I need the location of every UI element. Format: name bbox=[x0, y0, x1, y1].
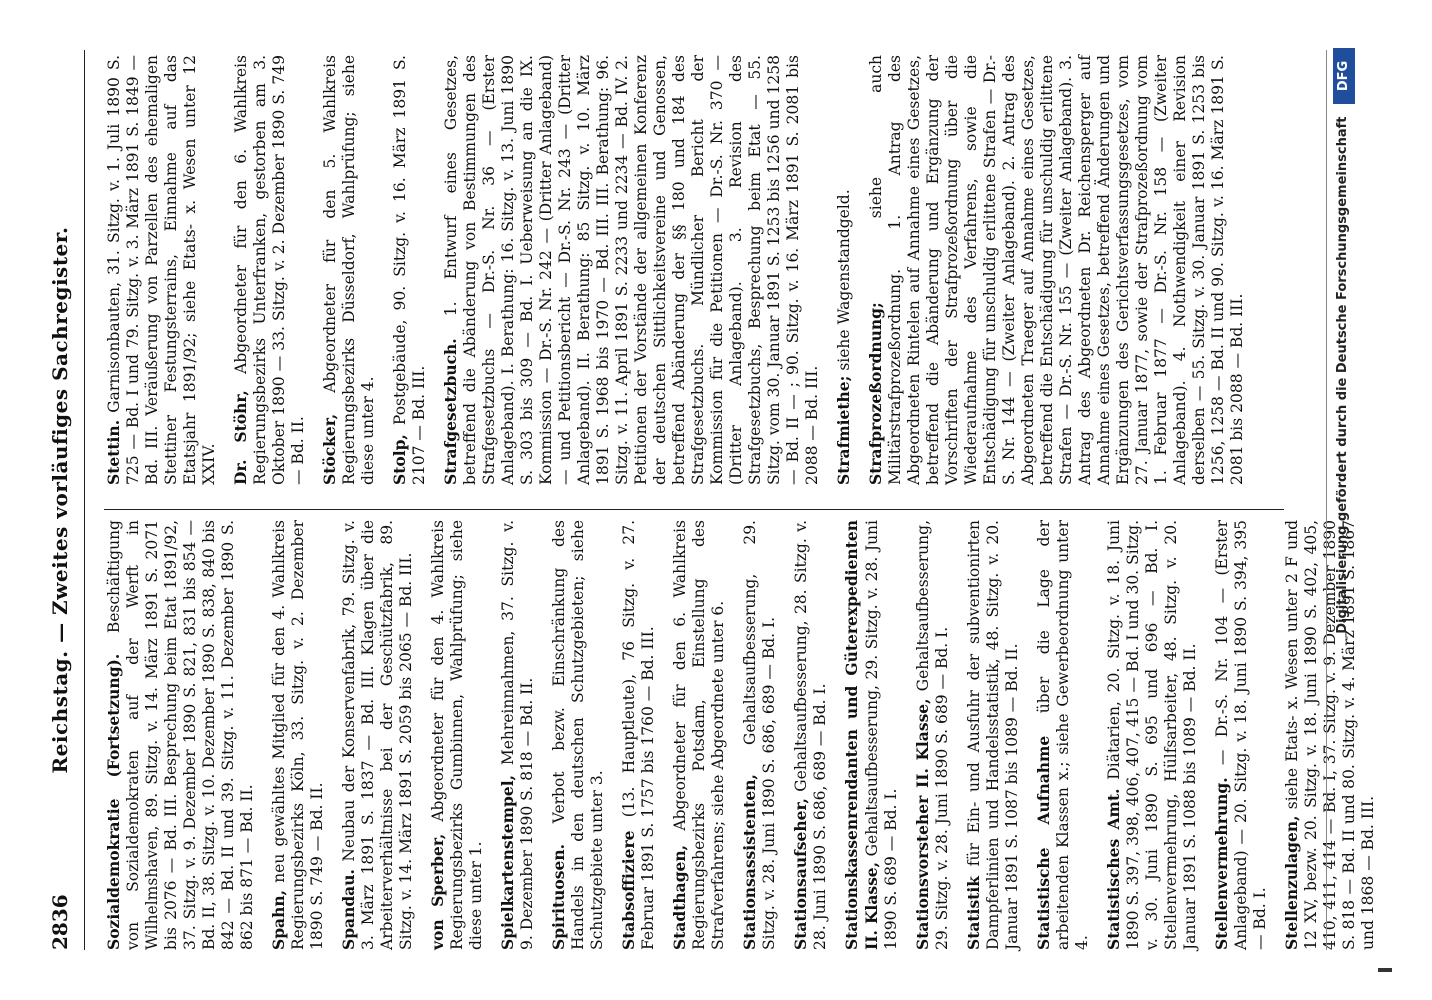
index-entry bbox=[866, 55, 1247, 485]
entry-text: Neubau der Konservenfabrik, 79. Sitzg. v. 3. März 1891 S. 1837 — Bd. III. Klagen über die Arbeiterverhältnisse bei der Geschützfabrik, 89. Sitzg. v. 14. März 1891 S. 2059 bis 2065 — Bd. III. bbox=[340, 520, 415, 950]
index-entry bbox=[834, 55, 854, 485]
entry-text: Abgeordneter für den 5. Wahlkreis Regierungsbezirks Düsseldorf, Wahlprüfung; siehe diese unter 4. bbox=[321, 55, 377, 485]
entry-heading: Stellenvermehrung. bbox=[1212, 777, 1231, 950]
entry-heading: Stationsvorsteher II. Klasse, bbox=[913, 698, 932, 950]
entry-heading: Strafprozeßordnung; bbox=[866, 302, 885, 485]
index-entry bbox=[842, 520, 901, 950]
index-entry bbox=[104, 520, 257, 950]
index-entry bbox=[269, 520, 327, 950]
page-number: 2836 bbox=[48, 894, 72, 950]
entry-heading: Stadthagen, bbox=[670, 844, 689, 950]
page-header bbox=[48, 50, 88, 950]
index-entry bbox=[670, 520, 728, 950]
entry-text: neu gewähltes Mitglied für den 4. Wahlkreis Regierungsbezirks Köln, 33. Sitzg. v. 2. Dezember 1890 S. 749 — Bd. II. bbox=[270, 520, 326, 950]
digitization-note bbox=[1335, 50, 1350, 950]
entry-text: Gehaltsaufbesserung, 28. Sitzg. v. 28. Juni 1890 S. 686, 689 — Bd. I. bbox=[792, 520, 829, 950]
index-entry bbox=[498, 520, 537, 950]
entry-text: siehe auch Militärstrafprozeßordnung. 1. Antrag des Abgeordneten Rintelen auf Annahme eines Gesetzes, betreffend die Abänderung und Ergänzung der Vorschriften der Strafprozeßordnung über die Wiederaufnahme des Verfahrens, sowie die Entschädigung für unschuldig erlittene Strafen — Dr.-S. Nr. 144 — (Zweiter Anlageband). 2. Antrag des Abgeordneten Traeger auf Annahme eines Gesetzes, betreffend die Entschädigung für unschuldig erlittene Strafen — Dr.-S. Nr. 155 — (Zweiter Anlageband). 3. Antrag des Abgeordneten Dr. Reichensperger auf Annahme eines Gesetzes, betreffend Änderungen und Ergänzungen des Gerichtsverfassungsgesetzes, vom 27. Januar 1877, sowie der Strafprozeßordnung vom 1. Februar 1877 — Dr.-S. Nr. 158 — (Zweiter Anlageband). 4. Nothwendigkeit einer Revision derselben — 55. Sitzg. v. 30. Januar 1891 S. 1253 bis 1256, 1258 — Bd. II und 90. Sitzg. v. 16. März 1891 S. 2081 bis 2088 — Bd. III. bbox=[867, 55, 1246, 485]
index-entry bbox=[231, 55, 308, 485]
entry-text: Abgeordneter für den 4. Wahlkreis Regierungsbezirks Gumbinnen, Wahlprüfung; siehe diese unter 1. bbox=[429, 520, 485, 950]
entry-text: Diätarien, 20. Sitzg. v. 18. Juni 1890 S. 397, 398, 406, 407, 415 — Bd. I und 30. Sitzg. v. 30. Juni 1890 S. 695 und 696 — Bd. I. Stellenvermehrung, Hülfsarbeiter, 48. Sitzg. v. 20. Januar 1891 S. 1088 bis 1089 — Bd. II. bbox=[1105, 520, 1199, 950]
entry-heading: Stellenzulagen, bbox=[1282, 815, 1301, 950]
index-entry bbox=[791, 520, 830, 950]
index-entry bbox=[1034, 520, 1092, 950]
entry-heading: Stettin. bbox=[104, 419, 123, 485]
header-rule bbox=[84, 50, 85, 950]
entry-heading: Stationsaufseher, bbox=[791, 798, 810, 950]
entry-heading: Strafmiethe; bbox=[834, 375, 853, 485]
index-entry bbox=[390, 55, 429, 485]
margin-mark bbox=[1378, 968, 1392, 972]
entry-heading: Statistik bbox=[964, 876, 983, 950]
index-entry bbox=[104, 55, 219, 485]
entry-text: Abgeordneter für den 6. Wahlkreis Regierungsbezirks Unterfranken, gestorben am 3. Oktober 1890 — 33. Sitzg. v. 2. Dezember 1890 S. 749 — Bd. II. bbox=[232, 55, 307, 485]
entry-text: siehe Etats- x. Wesen unter 2 F und 12 XV, bezw. 20. Sitzg. v. 18. Juni 1890 S. 402, 405, 410, 411, 414 — Bd. I, 37. Sitzg. v. 9. Dezember 1890 S. 818 — Bd. II und 80. Sitzg. v. 4. März 1891 S. 1867 und 1868 — Bd. III. bbox=[1283, 520, 1377, 950]
entry-text: Gehaltsaufbesserung, 29. Sitzg. v. 28. Juni 1890 S. 689 — Bd. I. bbox=[863, 520, 900, 950]
entry-heading: Stationskassenrendanten und Güterexpedienten II. Klasse, bbox=[842, 520, 881, 950]
entry-text: — Dr.-S. Nr. 104 — (Erster Anlageband) — 20. Sitzg. v. 18. Juni 1890 S. 394, 395 — Bd. I. bbox=[1213, 520, 1269, 950]
entry-text: über die Lage der arbeitenden Klassen x.; siehe Gewerbeordnung unter 4. bbox=[1035, 520, 1091, 950]
index-entry bbox=[549, 520, 607, 950]
entry-heading: Statistisches Amt. bbox=[1104, 788, 1123, 950]
entry-heading: Stöcker, bbox=[320, 413, 339, 485]
entry-text: Garnisonbauten, 31. Sitzg. v. 1. Juli 1890 S. 725 — Bd. I und 79. Sitzg. v. 3. März 1891 S. 1849 — Bd. III. Veräußerung von Parzellen des ehemaligen Stettiner Festungsterrains, Einnahme auf das Etatsjahr 1891/92; siehe Etats- x. Wesen unter 12 XXIV. bbox=[105, 55, 218, 485]
entry-heading: Spirituosen. bbox=[549, 844, 568, 950]
entry-heading: Stationsassistenten, bbox=[740, 774, 759, 950]
index-entry bbox=[964, 520, 1022, 950]
entry-text: Verbot bezw. Einschränkung des Handels in den deutschen Schutzgebieten; siehe Schutzgebiete unter 3. bbox=[550, 520, 606, 950]
entry-heading: Spandau. bbox=[339, 869, 358, 950]
entry-heading: Stolp, bbox=[390, 434, 409, 485]
entry-text: 1. Entwurf eines Gesetzes, betreffend die Abänderung von Bestimmungen des Strafgesetzbuchs — Dr.-S. Nr. 36 — (Erster Anlageband). I. Berathung: 16. Sitzg. v. 13. Juni 1890 S. 303 bis 309 — Bd. I. Ueberweisung an die IX. Kommission — Dr.-S. Nr. 242 — (Dritter Anlageband) — und Petitionsbericht — Dr.-S. Nr. 243 — (Dritter Anlageband). II. Berathung: 85 Sitzg. v. 10. März 1891 S. 1968 bis 1970 — Bd. III. III. Berathung: 96. Sitzg. v. 11. April 1891 S. 2233 und 2234 — Bd. IV. 2. Petitionen der Vorstände der allgemeinen Konferenz der deutschen Sittlichkeitsvereine und Genossen, betreffend Abänderung der §§ 180 und 184 des Strafgesetzbuchs. Mündlicher Bericht der Kommission für die Petitionen — Dr.-S. Nr. 370 — (Dritter Anlageband). 3. Revision des Strafgesetzbuchs, Besprechung beim Etat — 55. Sitzg. vom 30. Januar 1891 S. 1253 bis 1256 und 1258 — Bd. II — ; 90. Sitzg. v. 16. März 1891 S. 2081 bis 2088 — Bd. III. bbox=[442, 55, 821, 485]
running-title: Reichstag. — Zweites vorläufiges Sachregister. bbox=[48, 226, 72, 774]
entry-text: (13. Hauptleute), 76 Sitzg. v. 27. Februar 1891 S. 1757 bis 1760 — Bd. III. bbox=[620, 520, 657, 950]
entry-text: Postgebäude, 90. Sitzg. v. 16. März 1891 S. 2107 — Bd. III. bbox=[391, 55, 428, 485]
entry-heading: Statistische Aufnahme bbox=[1034, 735, 1053, 950]
entry-heading: Sozialdemokratie (Fortsetzung). bbox=[104, 653, 123, 950]
entry-heading: Spahn, bbox=[269, 889, 288, 950]
index-entry bbox=[428, 520, 486, 950]
scanned-page bbox=[26, 20, 1406, 980]
left-column bbox=[104, 520, 1390, 950]
index-entry bbox=[913, 520, 952, 950]
entry-heading: Spielkartenstempel, bbox=[498, 774, 517, 950]
index-entry bbox=[320, 55, 378, 485]
entry-text: für Ein- und Ausfuhr der subventionirten Dampferlinien und Handelsstatistik, 48. Sitzg. v. 20. Januar 1891 S. 1087 bis 1089 — Bd. II. bbox=[965, 520, 1021, 950]
dfg-logo: DFG bbox=[1333, 48, 1355, 104]
column-divider bbox=[104, 509, 1284, 510]
index-entry bbox=[1212, 520, 1270, 950]
digitization-note-text: Digitalisierung gefördert durch die Deutsche Forschungsgemeinschaft bbox=[1335, 116, 1350, 634]
index-entry bbox=[740, 520, 779, 950]
right-column bbox=[104, 55, 1259, 485]
entry-text: Mehreinnahmen, 37. Sitzg. v. 9. Dezember 1890 S. 818 — Bd. II. bbox=[499, 520, 536, 950]
entry-heading: Strafgesetzbuch. bbox=[441, 338, 460, 485]
index-entry bbox=[1104, 520, 1200, 950]
entry-heading: Dr. Stöhr, bbox=[231, 390, 250, 485]
index-entry bbox=[441, 55, 822, 485]
entry-text: Abgeordneter für den 6. Wahlkreis Regierungsbezirks Potsdam, Einstellung des Strafverfahrens; siehe Abgeordnete unter 6. bbox=[671, 520, 727, 950]
index-entry bbox=[619, 520, 658, 950]
entry-heading: von Sperber, bbox=[428, 833, 447, 950]
digitization-strip bbox=[1326, 50, 1367, 950]
entry-text: Gehaltsaufbesserung, 29. Sitzg. v. 28. Juni 1890 S. 689 — Bd. I. bbox=[914, 520, 951, 950]
entry-text: siehe Wagenstandgeld. bbox=[835, 189, 853, 371]
entry-text: Beschäftigung von Sozialdemokraten auf der Werft in Wilhelmshaven, 89. Sitzg. v. 14. März 1891 S. 2071 bis 2076 — Bd. III. Besprechung beim Etat 1891/92, 37. Sitzg. v. 9. Dezember 1890 S. 821, 831 bis 854 — Bd. II, 38. Sitzg. v. 10. Dezember 1890 S. 838, 840 bis 842 — Bd. II und 39. Sitzg. v. 11. Dezember 1890 S. 862 bis 871 — Bd. II. bbox=[105, 520, 256, 950]
entry-text: Gehaltsaufbesserung, 29. Sitzg. v. 28. Juni 1890 S. 686, 689 — Bd. I. bbox=[741, 520, 778, 950]
entry-heading: Stabsoffiziere bbox=[619, 830, 638, 950]
index-entry bbox=[339, 520, 416, 950]
